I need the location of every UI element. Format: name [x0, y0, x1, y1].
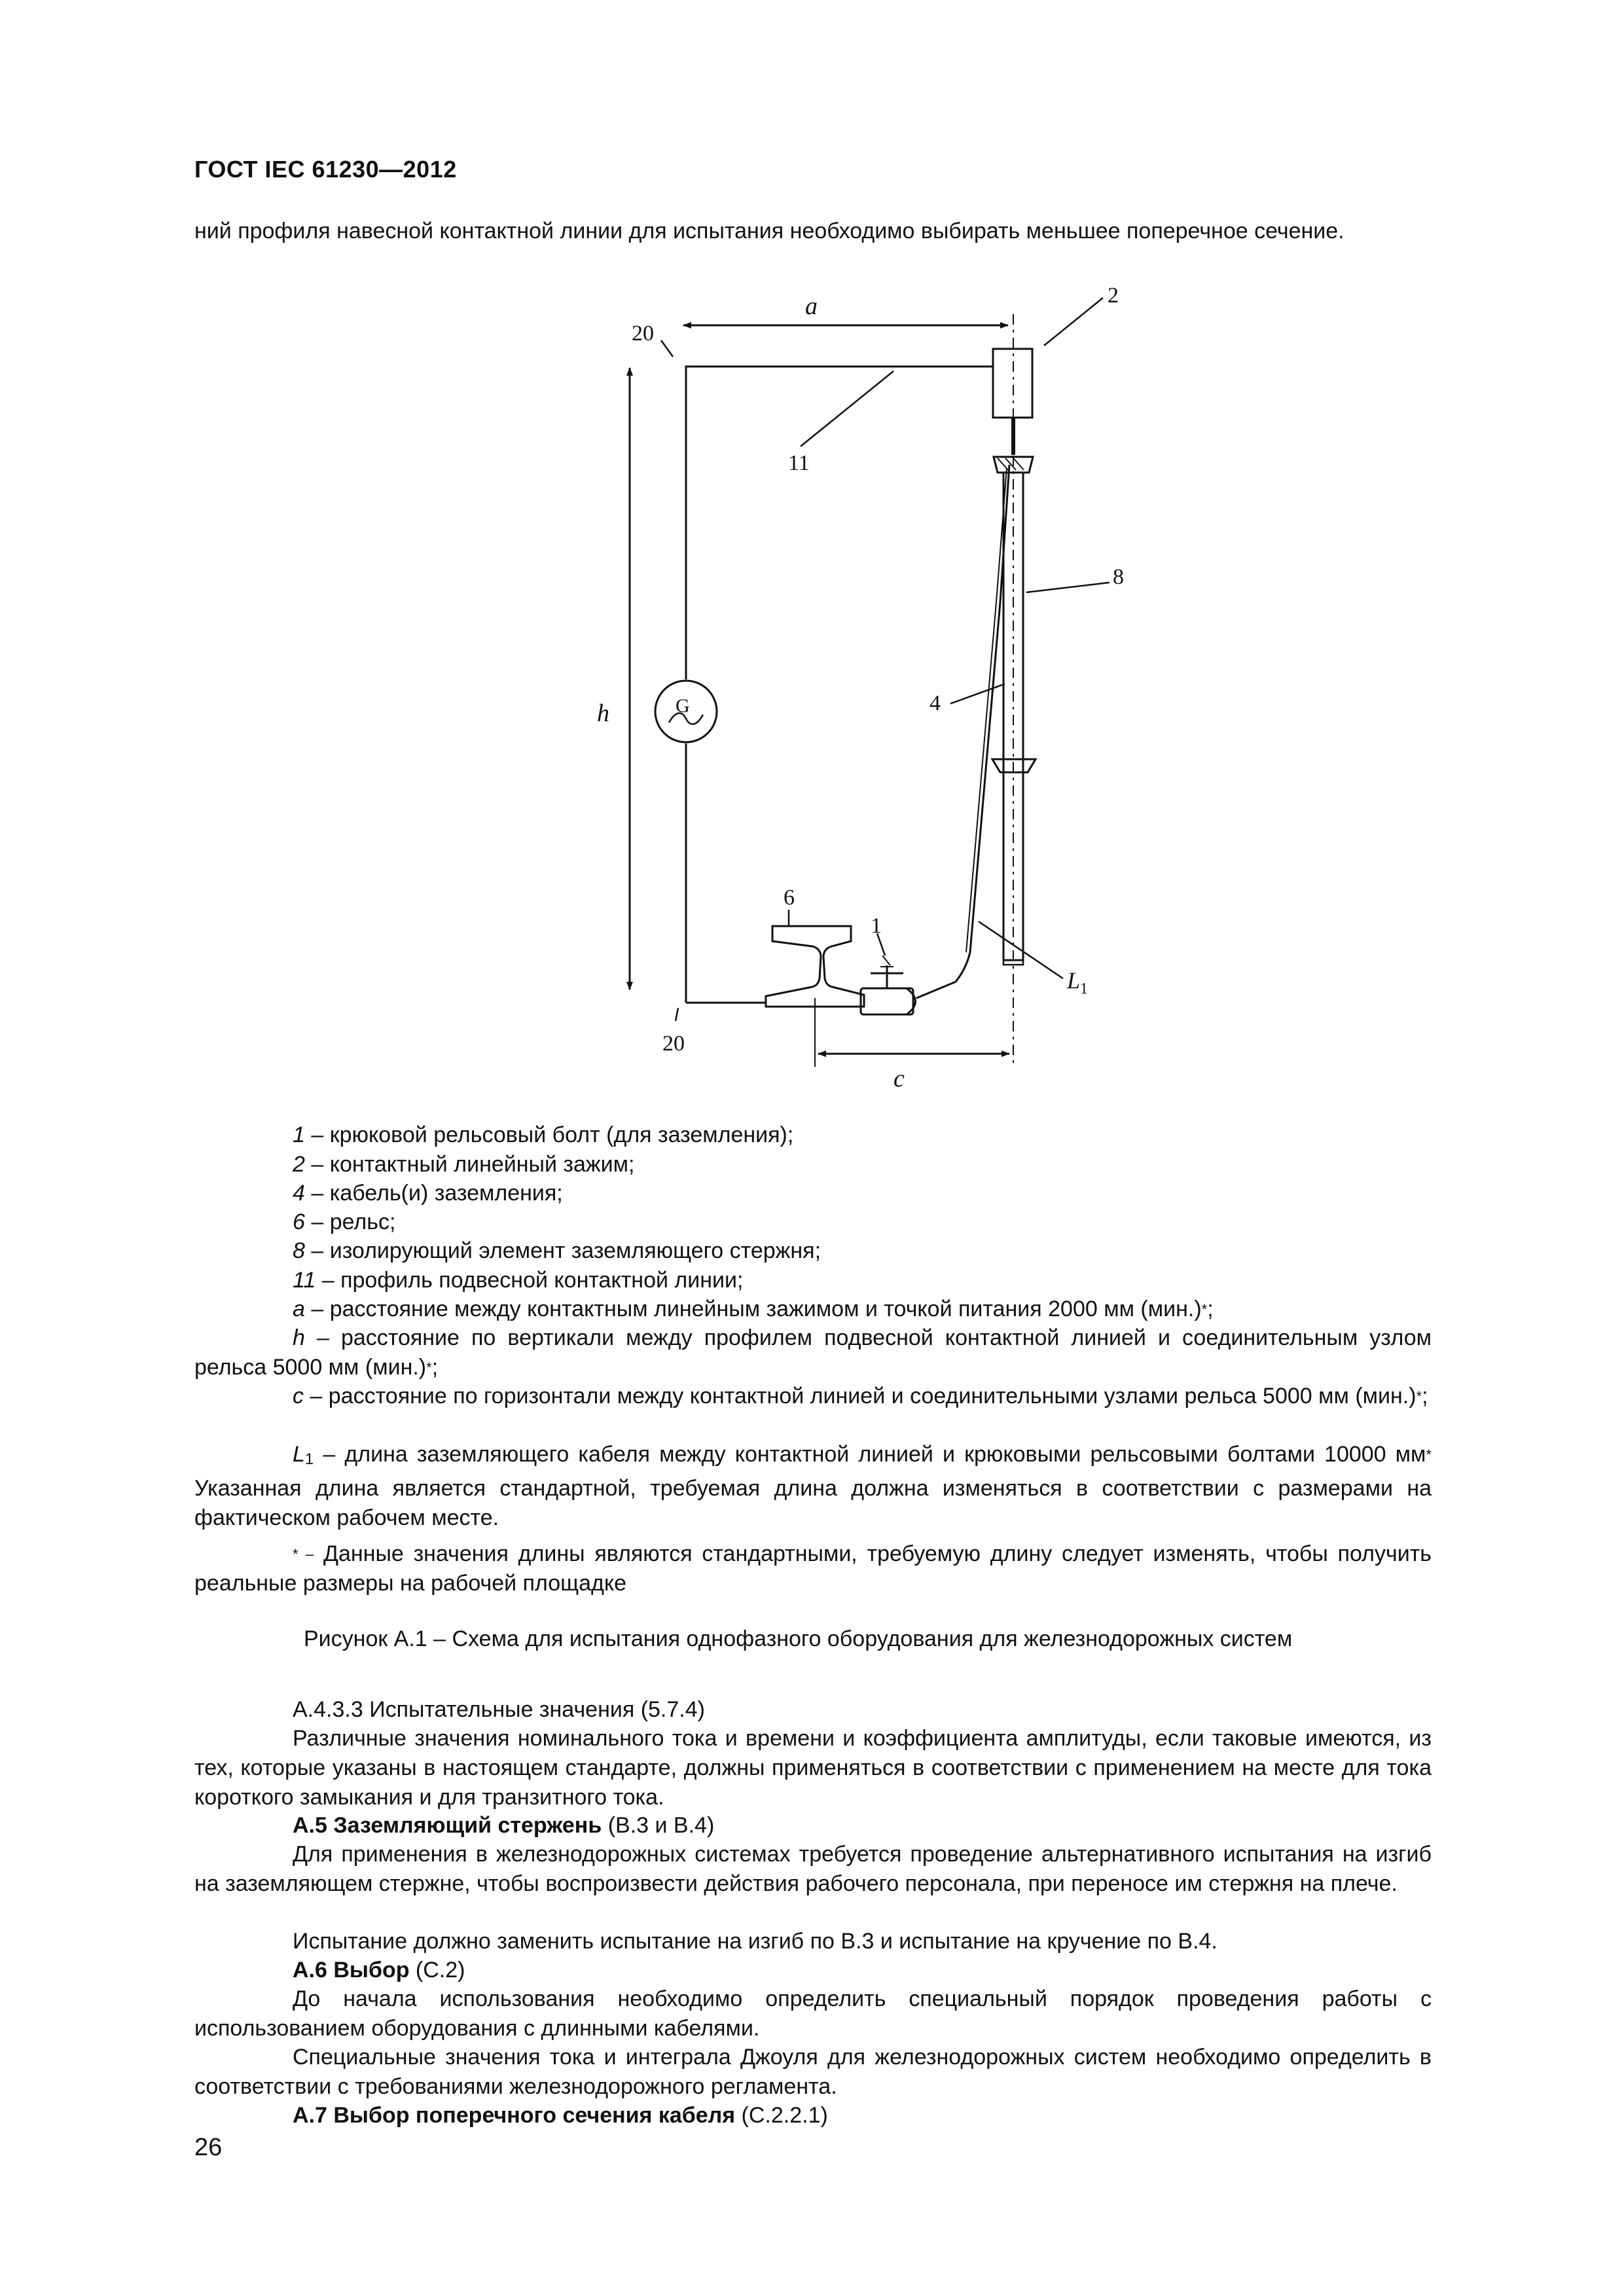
label-L1: $L_1$	[1067, 967, 1089, 997]
section-a7-heading: А.7 Выбор поперечного сечения кабеля (С.2.2.1)	[293, 2103, 828, 2128]
document-header: ГОСТ IEC 61230—2012	[194, 156, 457, 183]
page-number: 26	[194, 2134, 223, 2161]
label-1: 1	[871, 914, 882, 938]
label-c: c	[893, 1065, 905, 1092]
label-L1-leader	[979, 922, 1063, 978]
section-a6-text2: Специальные значения тока и интеграла Джоуля для железнодорожных систем необходимо определить в соответствии с требованиями железнодорожного регламента.	[194, 2045, 1432, 2099]
section-a5-text2: Испытание должно заменить испытание на изгиб по В.3 и испытание на кручение по В.4.	[293, 1929, 1218, 1954]
legend-item-6: 6 – рельс;	[293, 1210, 396, 1234]
legend-item-h: h – расстояние по вертикали между профилем подвесной контактной линией и соединительным узлом рельса 5000 мм (мин.)*;	[194, 1325, 1432, 1380]
label-h: h	[597, 700, 609, 727]
legend-item-a: a – расстояние между контактным линейным зажимом и точкой питания 2000 мм (мин.)*;	[293, 1297, 1214, 1321]
section-a433-text: Различные значения номинального тока и времени и коэффициента амплитуды, если таковые имеются, из тех, которые указаны в настоящем стандарте, должны применяться в соответствии с применением на месте для тока короткого замыкания и для транзитного тока.	[194, 1726, 1432, 1810]
test-circuit-diagram	[524, 275, 1124, 1113]
label-11-leader	[801, 371, 893, 446]
label-generator: G	[676, 695, 690, 717]
section-a5-heading: А.5 Заземляющий стержень (В.3 и В.4)	[293, 1813, 715, 1838]
legend-item-c: c – расстояние по горизонтали между контактной линией и соединительными узлами рельса 5000 мм (мин.)*;	[293, 1384, 1428, 1408]
label-20-top: 20	[632, 321, 654, 346]
label-2: 2	[1108, 283, 1119, 308]
intro-paragraph: ний профиля навесной контактной линии для испытания необходимо выбирать меньшее поперечное сечение.	[194, 219, 1344, 243]
section-a433-title: А.4.3.3 Испытательные значения (5.7.4)	[293, 1697, 705, 1722]
legend-item-8: 8 – изолирующий элемент заземляющего стержня;	[293, 1238, 821, 1263]
section-a5-text1: Для применения в железнодорожных системах требуется проведение альтернативного испытания на изгиб на заземляющем стержне, чтобы воспроизвести действия рабочего персонала, при переносе им стержня на плече.	[194, 1842, 1432, 1896]
label-4: 4	[929, 691, 941, 715]
label-6: 6	[784, 886, 795, 910]
supply-circuit-wire	[686, 367, 993, 679]
section-a6-text1: До начала использования необходимо определить специальный порядок проведения работы с использованием оборудования с длинными кабелями.	[194, 1986, 1432, 2041]
section-a6-heading: А.6 Выбор (С.2)	[293, 1958, 465, 1982]
label-8: 8	[1113, 565, 1124, 589]
label-20-bottom-leader	[676, 1008, 678, 1021]
label-20-top-leader	[661, 340, 673, 357]
legend-item-4: 4 – кабель(и) заземления;	[293, 1181, 563, 1206]
label-a: a	[805, 293, 818, 320]
rail-profile	[766, 926, 864, 1007]
figure-footnote: * – Данные значения длины являются стандартными, требуемую длину следует изменять, чтобы получить реальные размеры на рабочей площадке	[194, 1541, 1432, 1596]
label-11: 11	[788, 451, 810, 475]
contact-line-clamp	[993, 349, 1032, 418]
legend-item-11: 11 – профиль подвесной контактной линии;	[293, 1268, 744, 1293]
label-8-leader	[1026, 583, 1110, 592]
rail-bolt-clamp	[861, 988, 913, 1014]
earthing-cable	[916, 465, 1009, 998]
legend-item-2: 2 – контактный линейный зажим;	[293, 1152, 635, 1177]
legend-item-L1: L1 – длина заземляющего кабеля между контактной линией и крюковыми рельсовыми болтами 10000 мм* Указанная длина является стандартной, требуемая длина должна изменяться в соответствии с размерами на фактическом рабочем месте.	[194, 1442, 1432, 1530]
label-20-bottom: 20	[662, 1031, 685, 1056]
figure-caption: Рисунок А.1 – Схема для испытания однофазного оборудования для железнодорожных систем	[304, 1626, 1293, 1651]
label-4-leader	[950, 684, 1005, 704]
label-2-leader	[1044, 298, 1103, 346]
legend-item-1: 1 – крюковой рельсовый болт (для заземления);	[293, 1122, 794, 1147]
